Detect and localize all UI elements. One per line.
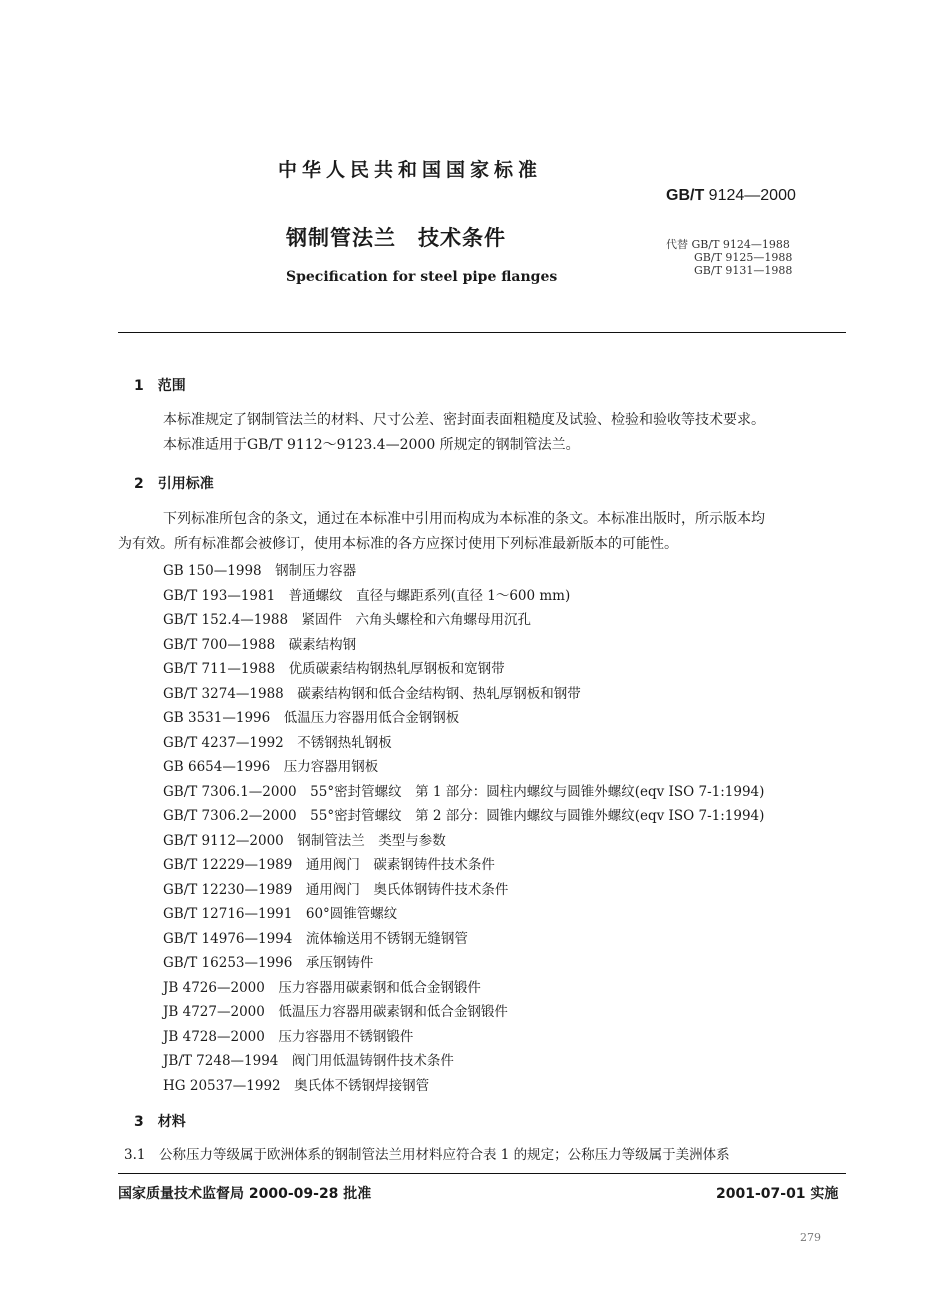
reference-standard: HG 20537—1992 奥氏体不锈钢焊接钢管 bbox=[163, 1078, 430, 1094]
replaces-line: 代替 GB/T 9124—1988 bbox=[666, 238, 790, 251]
reference-standard: GB/T 193—1981 普通螺纹 直径与螺距系列(直径 1～600 mm) bbox=[163, 588, 571, 604]
page-number: 279 bbox=[800, 1231, 821, 1244]
section-1-heading: 1 范围 bbox=[134, 378, 186, 394]
reference-standard: GB/T 12230—1989 通用阀门 奥氏体钢铸件技术条件 bbox=[163, 882, 509, 898]
document-title-zh: 钢制管法兰 技术条件 bbox=[286, 226, 506, 250]
standard-number: 9124—2000 bbox=[708, 187, 796, 204]
reference-standard: GB 6654—1996 压力容器用钢板 bbox=[163, 759, 379, 775]
reference-standard: GB/T 9112—2000 钢制管法兰 类型与参数 bbox=[163, 833, 446, 849]
standard-prefix: GB/T bbox=[666, 187, 705, 204]
reference-standard: GB/T 16253—1996 承压钢铸件 bbox=[163, 955, 374, 971]
reference-standard: JB 4727—2000 低温压力容器用碳素钢和低合金钢锻件 bbox=[163, 1004, 508, 1020]
section-2-intro-line-1: 下列标准所包含的条文，通过在本标准中引用而构成为本标准的条文。本标准出版时，所示版本均 bbox=[163, 511, 765, 527]
replaces-line: GB/T 9131—1988 bbox=[694, 264, 793, 277]
reference-standard: GB/T 14976—1994 流体输送用不锈钢无缝钢管 bbox=[163, 931, 468, 947]
section-1-paragraph-2: 本标准适用于GB/T 9112～9123.4—2000 所规定的钢制管法兰。 bbox=[163, 437, 580, 453]
approval-date: 国家质量技术监督局 2000-09-28 批准 bbox=[118, 1186, 372, 1202]
replaces-line: GB/T 9125—1988 bbox=[694, 251, 793, 264]
reference-standard: GB/T 12716—1991 60°圆锥管螺纹 bbox=[163, 906, 398, 922]
reference-standard: GB/T 7306.2—2000 55°密封管螺纹 第 2 部分：圆锥内螺纹与圆锥外螺纹(eqv ISO 7-1:1994) bbox=[163, 808, 765, 824]
section-2-intro-line-2: 为有效。所有标准都会被修订，使用本标准的各方应探讨使用下列标准最新版本的可能性。 bbox=[118, 536, 678, 552]
reference-standard: GB 3531—1996 低温压力容器用低合金钢钢板 bbox=[163, 710, 460, 726]
national-standard-title: 中华人民共和国国家标准 bbox=[277, 159, 542, 181]
document-title-en: Specification for steel pipe flanges bbox=[286, 269, 558, 285]
section-3-heading: 3 材料 bbox=[134, 1114, 186, 1130]
reference-standard: GB/T 700—1988 碳素结构钢 bbox=[163, 637, 357, 653]
footer-divider bbox=[118, 1173, 846, 1174]
reference-standard: GB/T 711—1988 优质碳素结构钢热轧厚钢板和宽钢带 bbox=[163, 661, 505, 677]
section-1-paragraph-1: 本标准规定了钢制管法兰的材料、尺寸公差、密封面表面粗糙度及试验、检验和验收等技术要求。 bbox=[163, 412, 765, 428]
reference-standard: GB/T 12229—1989 通用阀门 碳素钢铸件技术条件 bbox=[163, 857, 495, 873]
reference-standard: JB/T 7248—1994 阀门用低温铸钢件技术条件 bbox=[163, 1053, 454, 1069]
section-2-heading: 2 引用标准 bbox=[134, 476, 214, 492]
header-divider bbox=[118, 332, 846, 333]
reference-standard: GB 150—1998 钢制压力容器 bbox=[163, 563, 357, 579]
reference-standard: GB/T 7306.1—2000 55°密封管螺纹 第 1 部分：圆柱内螺纹与圆锥外螺纹(eqv ISO 7-1:1994) bbox=[163, 784, 765, 800]
reference-standard: GB/T 152.4—1988 紧固件 六角头螺栓和六角螺母用沉孔 bbox=[163, 612, 532, 628]
reference-standard: GB/T 4237—1992 不锈钢热轧钢板 bbox=[163, 735, 392, 751]
reference-standard: GB/T 3274—1988 碳素结构钢和低合金结构钢、热轧厚钢板和钢带 bbox=[163, 686, 581, 702]
reference-standard: JB 4728—2000 压力容器用不锈钢锻件 bbox=[163, 1029, 414, 1045]
replaces-block bbox=[666, 238, 792, 277]
clause-3-1: 3.1 公称压力等级属于欧洲体系的钢制管法兰用材料应符合表 1 的规定；公称压力等级属于美洲体系 bbox=[124, 1147, 730, 1163]
effective-date: 2001-07-01 实施 bbox=[716, 1186, 839, 1202]
standard-code bbox=[666, 187, 796, 205]
reference-standard: JB 4726—2000 压力容器用碳素钢和低合金钢锻件 bbox=[163, 980, 481, 996]
